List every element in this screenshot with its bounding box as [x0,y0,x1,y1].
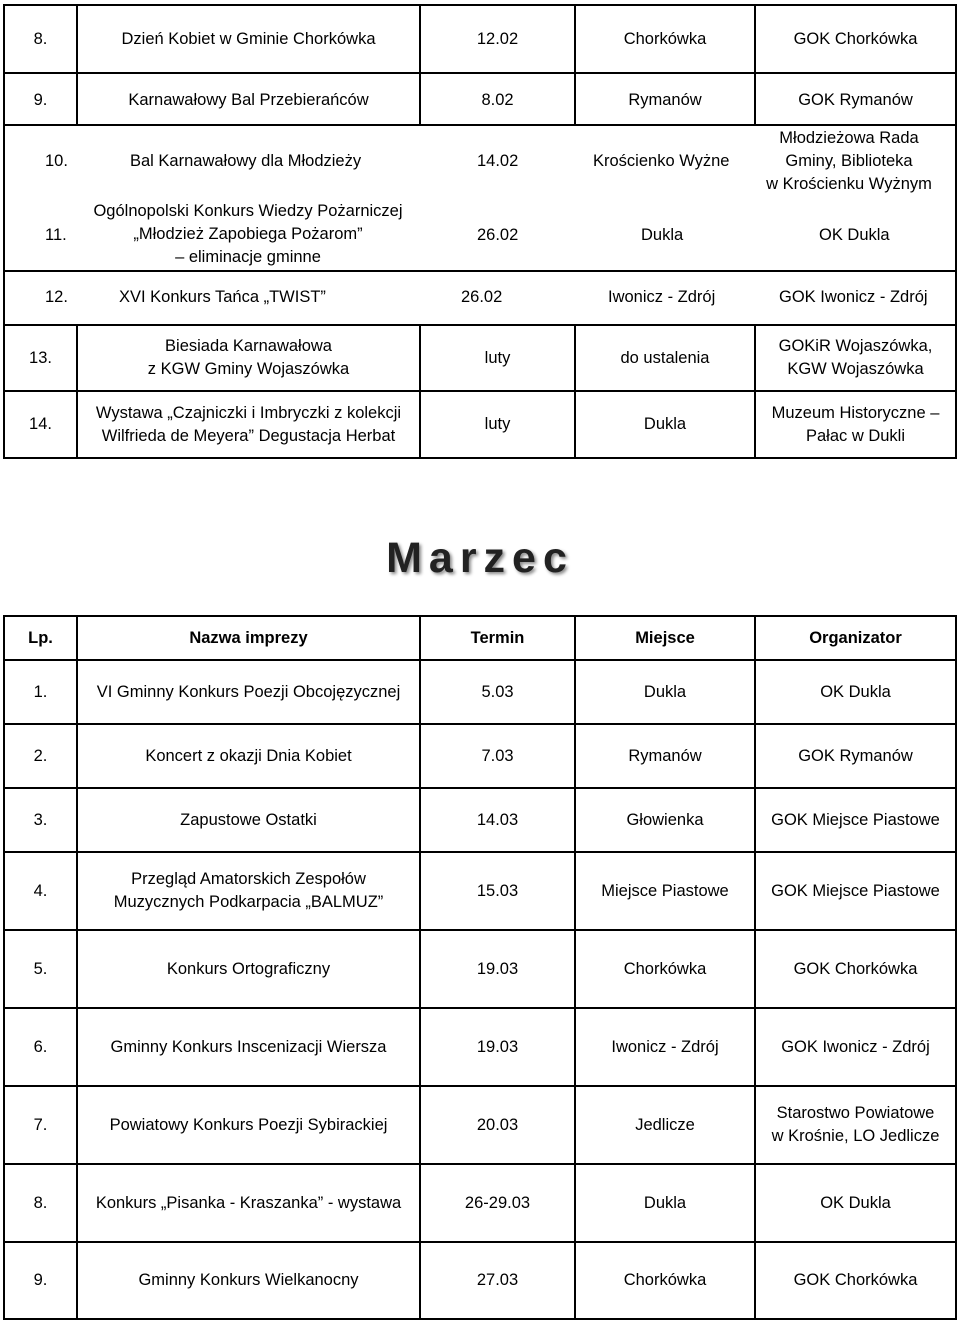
cell-lp: 13. [3,326,78,390]
cell-nazwa: VI Gminny Konkurs Poezji Obcojęzycznej [78,661,421,723]
cell-organizator: GOK Chorkówka [756,6,957,72]
cell-termin: 19.03 [421,931,576,1007]
cell-nazwa: XVI Konkurs Tańca „TWIST” [119,288,326,306]
cell-miejsce: Chorkówka [576,931,756,1007]
merged-block [3,272,957,324]
cell-lp: 11. [45,226,67,244]
header-miejsce: Miejsce [576,617,756,659]
header-nazwa: Nazwa imprezy [78,617,421,659]
cell-miejsce: Dukla [576,392,756,457]
header-termin: Termin [421,617,576,659]
table-row [3,272,957,326]
cell-termin: 7.03 [421,725,576,787]
cell-miejsce: do ustalenia [576,326,756,390]
cell-lp: 4. [3,853,78,929]
cell-termin: 15.03 [421,853,576,929]
header-lp: Lp. [3,617,78,659]
cell-miejsce: Dukla [641,226,684,244]
cell-termin: 20.03 [421,1087,576,1163]
cell-lp: 8. [3,6,78,72]
cell-lp: 8. [3,1165,78,1241]
cell-organizator: OK Dukla [819,226,890,244]
table-row [3,853,957,931]
cell-nazwa: Karnawałowy Bal Przebierańców [78,74,421,126]
cell-organizator: GOK Iwonicz - Zdrój [779,288,928,306]
cell-lp: 9. [3,74,78,126]
cell-termin: 14.03 [421,789,576,851]
month-title: Marzec [386,534,574,582]
cell-organizator: Młodzieżowa Rada Gminy, Biblioteka w Krościenku Wyżnym [766,129,932,193]
cell-miejsce: Dukla [576,661,756,723]
table-row [3,326,957,392]
cell-miejsce: Krościenko Wyżne [593,152,730,170]
cell-termin: luty [421,326,576,390]
cell-organizator: OK Dukla [756,661,957,723]
cell-miejsce: Dukla [576,1165,756,1241]
cell-organizator: GOK Miejsce Piastowe [756,789,957,851]
cell-organizator: OK Dukla [756,1165,957,1241]
merged-block [3,126,957,270]
cell-organizator: GOK Rymanów [756,74,957,126]
cell-organizator: GOK Iwonicz - Zdrój [756,1009,957,1085]
cell-termin: luty [421,392,576,457]
cell-miejsce: Głowienka [576,789,756,851]
cell-nazwa: Przegląd Amatorskich Zespołów Muzycznych Podkarpacia „BALMUZ” [78,853,421,929]
cell-miejsce: Miejsce Piastowe [576,853,756,929]
cell-nazwa: Konkurs „Pisanka - Kraszanka” - wystawa [78,1165,421,1241]
table-row [3,931,957,1009]
cell-nazwa: Biesiada Karnawałowa z KGW Gminy Wojaszówka [78,326,421,390]
cell-organizator: GOKiR Wojaszówka, KGW Wojaszówka [756,326,957,390]
table-row [3,1165,957,1243]
cell-nazwa: Konkurs Ortograficzny [78,931,421,1007]
cell-lp: 9. [3,1243,78,1318]
cell-nazwa: Ogólnopolski Konkurs Wiedzy Pożarniczej „Młodzież Zapobiega Pożarom” – eliminacje gminne [93,202,403,266]
cell-lp: 14. [3,392,78,457]
cell-lp: 12. [45,288,68,306]
cell-miejsce: Iwonicz - Zdrój [576,1009,756,1085]
table-row [3,789,957,853]
cell-lp: 2. [3,725,78,787]
table-row [3,661,957,725]
cell-miejsce: Rymanów [576,74,756,126]
cell-lp: 6. [3,1009,78,1085]
table-row [3,725,957,789]
cell-miejsce: Chorkówka [576,6,756,72]
cell-termin: 8.02 [421,74,576,126]
table-header-row [3,615,957,661]
cell-termin: 12.02 [421,6,576,72]
cell-nazwa: Zapustowe Ostatki [78,789,421,851]
cell-lp: 3. [3,789,78,851]
cell-lp: 7. [3,1087,78,1163]
cell-termin: 26.02 [477,226,519,244]
cell-miejsce: Jedlicze [576,1087,756,1163]
cell-miejsce: Rymanów [576,725,756,787]
table-row [3,4,957,72]
cell-termin: 19.03 [421,1009,576,1085]
cell-termin: 14.02 [477,152,519,170]
table-row [3,1087,957,1165]
table-row [3,392,957,459]
cell-miejsce: Iwonicz - Zdrój [608,288,716,306]
cell-termin: 26-29.03 [421,1165,576,1241]
cell-nazwa: Dzień Kobiet w Gminie Chorkówka [78,6,421,72]
cell-nazwa: Gminny Konkurs Inscenizacji Wiersza [78,1009,421,1085]
cell-nazwa: Bal Karnawałowy dla Młodzieży [130,152,362,170]
cell-organizator: GOK Chorkówka [756,1243,957,1318]
cell-lp: 10. [45,152,68,170]
table-row [3,72,957,126]
cell-nazwa: Gminny Konkurs Wielkanocny [78,1243,421,1318]
cell-organizator: Muzeum Historyczne – Pałac w Dukli [756,392,957,457]
cell-lp: 5. [3,931,78,1007]
cell-nazwa: Koncert z okazji Dnia Kobiet [78,725,421,787]
header-organizator: Organizator [756,617,957,659]
table-row-group [3,124,957,272]
cell-termin: 27.03 [421,1243,576,1318]
cell-organizator: GOK Rymanów [756,725,957,787]
cell-termin: 5.03 [421,661,576,723]
cell-termin: 26.02 [461,288,503,306]
cell-nazwa: Wystawa „Czajniczki i Imbryczki z kolekcji Wilfrieda de Meyera” Degustacja Herbat [78,392,421,457]
cell-organizator: Starostwo Powiatowe w Krośnie, LO Jedlicze [756,1087,957,1163]
cell-nazwa: Powiatowy Konkurs Poezji Sybirackiej [78,1087,421,1163]
cell-lp: 1. [3,661,78,723]
cell-miejsce: Chorkówka [576,1243,756,1318]
table-row [3,1243,957,1320]
cell-organizator: GOK Chorkówka [756,931,957,1007]
table-row [3,1009,957,1087]
cell-organizator: GOK Miejsce Piastowe [756,853,957,929]
